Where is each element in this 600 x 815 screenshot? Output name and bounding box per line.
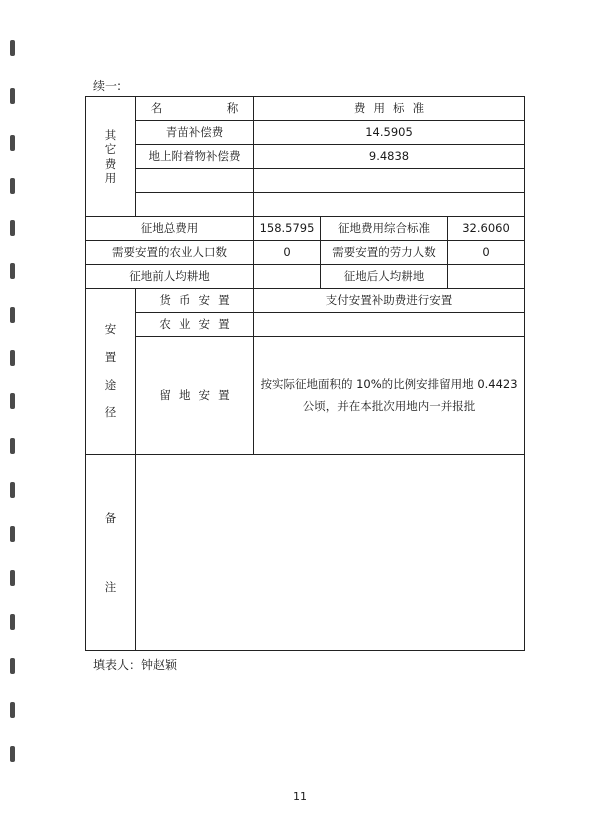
remarks-value	[136, 455, 525, 651]
header-name: 名 称	[136, 97, 254, 121]
continuation-label: 续一:	[93, 79, 122, 93]
land-reserve-value: 按实际征地面积的 10%的比例安排留用地 0.4423 公顷，并在本批次用地内一并报批	[254, 337, 525, 455]
farmland-after-value	[448, 265, 525, 289]
header-standard: 费用标准	[254, 97, 525, 121]
remarks-label: 备 注	[86, 455, 136, 651]
land-acquisition-cost-table	[85, 96, 525, 651]
other-costs-label: 其 它 费 用	[86, 97, 136, 217]
item-standard	[254, 169, 525, 193]
land-reserve-label: 留地安置	[136, 337, 254, 455]
agri-population-value: 0	[254, 241, 321, 265]
farmland-after-label: 征地后人均耕地	[321, 265, 448, 289]
agri-resettlement-value	[254, 313, 525, 337]
item-standard	[254, 193, 525, 217]
filler-signature: 填表人：钟赵颖	[93, 658, 178, 672]
farmland-before-label: 征地前人均耕地	[86, 265, 254, 289]
binding-holes	[10, 0, 24, 815]
item-name	[136, 169, 254, 193]
labor-count-label: 需要安置的劳力人数	[321, 241, 448, 265]
total-cost-value: 158.5795	[254, 217, 321, 241]
total-cost-label: 征地总费用	[86, 217, 254, 241]
combined-standard-value: 32.6060	[448, 217, 525, 241]
monetary-resettlement-value: 支付安置补助费进行安置	[254, 289, 525, 313]
item-name: 地上附着物补偿费	[136, 145, 254, 169]
labor-count-value: 0	[448, 241, 525, 265]
agri-resettlement-label: 农业安置	[136, 313, 254, 337]
item-standard: 9.4838	[254, 145, 525, 169]
item-standard: 14.5905	[254, 121, 525, 145]
combined-standard-label: 征地费用综合标准	[321, 217, 448, 241]
page-number: 11	[293, 790, 307, 803]
monetary-resettlement-label: 货币安置	[136, 289, 254, 313]
agri-population-label: 需要安置的农业人口数	[86, 241, 254, 265]
item-name	[136, 193, 254, 217]
farmland-before-value	[254, 265, 321, 289]
item-name: 青苗补偿费	[136, 121, 254, 145]
resettlement-label: 安 置 途 径	[86, 289, 136, 455]
